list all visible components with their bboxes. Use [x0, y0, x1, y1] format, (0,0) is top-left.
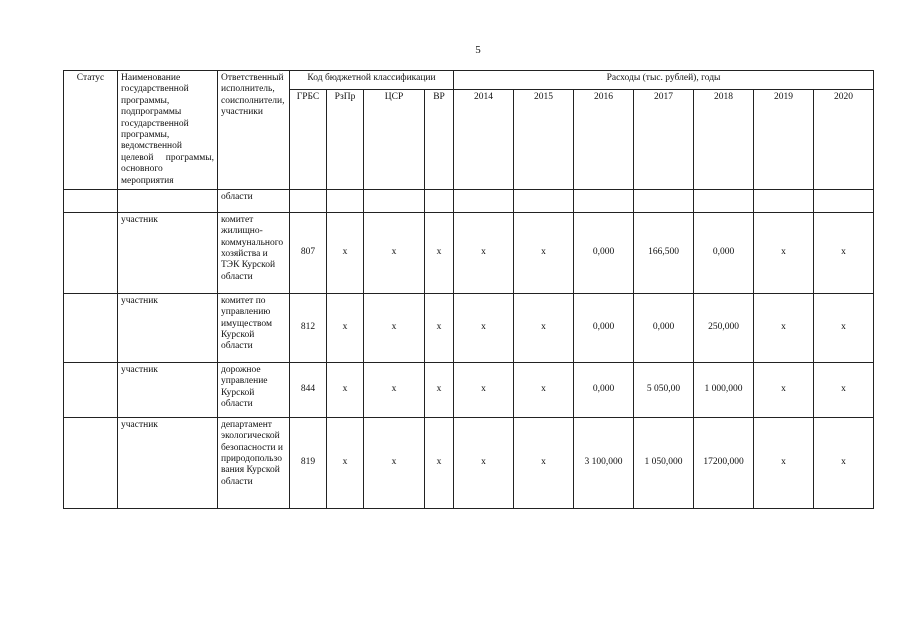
table-row-continuation [64, 189, 874, 212]
row-value-2019: x [754, 417, 814, 508]
row-rzpr: x [327, 293, 364, 362]
row-rzpr: x [327, 417, 364, 508]
row-grbs: 807 [290, 212, 327, 293]
row-csr: x [364, 417, 425, 508]
row-value-2019: x [754, 293, 814, 362]
table-row [64, 212, 874, 293]
row-responsible: дорожное управление Курской области [218, 362, 290, 417]
header-row-top [64, 71, 874, 90]
row-value-2016: 0,000 [574, 212, 634, 293]
header-year-2016: 2016 [574, 89, 634, 189]
row-value-2015: x [514, 362, 574, 417]
table-row [64, 362, 874, 417]
row-value-2014: x [454, 417, 514, 508]
row-responsible: департамент экологической безопасности и природопользования Курской области [218, 417, 290, 508]
header-code-rzpr: РзПр [327, 89, 364, 189]
header-year-2018: 2018 [694, 89, 754, 189]
row-value-2014: x [454, 293, 514, 362]
row-value-2018: 1 000,000 [694, 362, 754, 417]
row-csr: x [364, 362, 425, 417]
header-responsible: Ответственный исполнитель, соисполнители, участники [218, 71, 290, 190]
row-value-2019: x [754, 362, 814, 417]
row-value-2016: 0,000 [574, 293, 634, 362]
row-rzpr: x [327, 212, 364, 293]
row-value-2018: 250,000 [694, 293, 754, 362]
header-year-2014: 2014 [454, 89, 514, 189]
row-name: участник [118, 293, 218, 362]
row-value-2020: x [814, 362, 874, 417]
row-value-2016: 3 100,000 [574, 417, 634, 508]
row-value-2020: x [814, 293, 874, 362]
continuation-responsible: области [218, 189, 290, 212]
row-vr: x [425, 362, 454, 417]
header-code-csr: ЦСР [364, 89, 425, 189]
row-name: участник [118, 212, 218, 293]
row-name: участник [118, 362, 218, 417]
row-value-2015: x [514, 212, 574, 293]
header-year-2020: 2020 [814, 89, 874, 189]
row-vr: x [425, 293, 454, 362]
header-code-vr: ВР [425, 89, 454, 189]
header-year-2015: 2015 [514, 89, 574, 189]
row-value-2017: 5 050,00 [634, 362, 694, 417]
row-grbs: 812 [290, 293, 327, 362]
row-value-2020: x [814, 417, 874, 508]
row-grbs: 819 [290, 417, 327, 508]
row-name: участник [118, 417, 218, 508]
row-status [64, 212, 118, 293]
row-value-2020: x [814, 212, 874, 293]
row-value-2015: x [514, 293, 574, 362]
row-responsible: комитет по управлению имуществом Курской области [218, 293, 290, 362]
row-status [64, 417, 118, 508]
row-responsible: комитет жилищно-коммунального хозяйства и ТЭК Курской области [218, 212, 290, 293]
row-value-2017: 0,000 [634, 293, 694, 362]
header-status: Статус [64, 71, 118, 190]
row-rzpr: x [327, 362, 364, 417]
row-status [64, 293, 118, 362]
row-value-2019: x [754, 212, 814, 293]
row-csr: x [364, 293, 425, 362]
page-number: 5 [475, 44, 481, 56]
header-name: Наименование государственной программы, подпрограммы государственной программы, ведомственной целевой программы, основного мероприятия [118, 71, 218, 190]
header-expenses: Расходы (тыс. рублей), годы [454, 71, 874, 90]
row-csr: x [364, 212, 425, 293]
row-value-2014: x [454, 212, 514, 293]
header-budget-code: Код бюджетной классификации [290, 71, 454, 90]
row-value-2016: 0,000 [574, 362, 634, 417]
row-value-2018: 17200,000 [694, 417, 754, 508]
header-year-2017: 2017 [634, 89, 694, 189]
row-status [64, 362, 118, 417]
budget-table [63, 70, 874, 509]
row-value-2017: 166,500 [634, 212, 694, 293]
header-year-2019: 2019 [754, 89, 814, 189]
row-value-2017: 1 050,000 [634, 417, 694, 508]
row-value-2018: 0,000 [694, 212, 754, 293]
row-vr: x [425, 417, 454, 508]
table-row [64, 417, 874, 508]
row-value-2014: x [454, 362, 514, 417]
row-value-2015: x [514, 417, 574, 508]
row-vr: x [425, 212, 454, 293]
row-grbs: 844 [290, 362, 327, 417]
table-row [64, 293, 874, 362]
header-code-grbs: ГРБС [290, 89, 327, 189]
